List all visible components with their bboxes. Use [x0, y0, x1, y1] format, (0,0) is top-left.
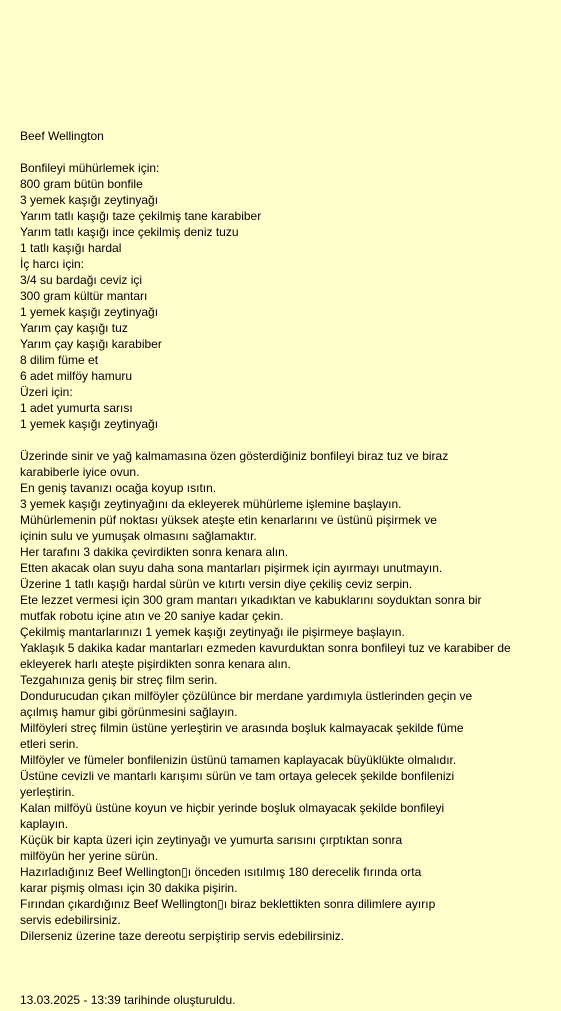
recipe-document [20, 128, 555, 944]
instruction-line: etleri serin. [20, 737, 79, 751]
ingredient-line: 6 adet milföy hamuru [20, 369, 133, 383]
instruction-line: Her tarafını 3 dakika çevirdikten sonra kenara alın. [20, 545, 289, 559]
instruction-line: Çekilmiş mantarlarınızı 1 yemek kaşığı zeytinyağı ile pişirmeye başlayın. [20, 625, 405, 639]
instruction-line: mutfak robotu içine atın ve 20 saniye kadar çekin. [20, 609, 284, 623]
instruction-line: açılmış hamur gibi görünmesini sağlayın. [20, 705, 238, 719]
ingredient-list [20, 160, 555, 432]
ingredient-line: Yarım tatlı kaşığı taze çekilmiş tane karabiber [20, 209, 262, 223]
ingredient-line: İç harcı için: [20, 257, 85, 271]
ingredient-line: 1 tatlı kaşığı hardal [20, 241, 122, 255]
instruction-line: milföyün her yerine sürün. [20, 849, 159, 863]
instruction-list [20, 448, 555, 944]
instruction-line: Fırından çıkardığınız Beef Wellington▯ı biraz beklettikten sonra dilimlere ayırıp [20, 897, 436, 911]
instruction-line: En geniş tavanızı ocağa koyup ısıtın. [20, 481, 217, 495]
instruction-line: Yaklaşık 5 dakika kadar mantarları ezmeden kavurduktan sonra bonfileyi tuz ve karabiber de [20, 641, 511, 655]
instruction-line: servis edebilirsiniz. [20, 913, 121, 927]
ingredient-line: 300 gram kültür mantarı [20, 289, 148, 303]
recipe-title: Beef Wellington [20, 129, 104, 143]
instruction-line: içinin sulu ve yumuşak olmasını sağlamaktır. [20, 529, 257, 543]
instruction-line: karar pişmiş olması için 30 dakika pişirin. [20, 881, 238, 895]
instruction-line: karabiberle iyice ovun. [20, 465, 140, 479]
instruction-line: ekleyerek harlı ateşte pişirdikten sonra kenara alın. [20, 657, 291, 671]
instruction-line: Milföyler ve fümeler bonfilenizin üstünü tamamen kaplayacak büyüklükte olmalıdır. [20, 753, 457, 767]
instruction-line: Dondurucudan çıkan milföyler çözülünce bir merdane yardımıyla üstlerinden geçin ve [20, 689, 473, 703]
instruction-line: Ete lezzet vermesi için 300 gram mantarı yıkadıktan ve kabuklarını soyduktan sonra bir [20, 593, 482, 607]
spacer [20, 144, 555, 160]
instruction-line: Hazırladığınız Beef Wellington▯ı önceden ısıtılmış 180 derecelik fırında orta [20, 865, 422, 879]
instruction-line: yerleştirin. [20, 785, 75, 799]
ingredient-line: Yarım çay kaşığı karabiber [20, 337, 162, 351]
spacer [20, 432, 555, 448]
instruction-line: Mühürlemenin püf noktası yüksek ateşte etin kenarlarını ve üstünü pişirmek ve [20, 513, 437, 527]
ingredient-line: 800 gram bütün bonfile [20, 177, 143, 191]
ingredient-line: Üzeri için: [20, 385, 73, 399]
instruction-line: Dilerseniz üzerine taze dereotu serpiştirip servis edebilirsiniz. [20, 929, 345, 943]
created-timestamp: 13.03.2025 - 13:39 tarihinde oluşturuldu. [20, 993, 236, 1007]
ingredient-line: 1 yemek kaşığı zeytinyağı [20, 305, 159, 319]
instruction-line: Üstüne cevizli ve mantarlı karışımı sürün ve tam ortaya gelecek şekilde bonfilenizi [20, 769, 455, 783]
ingredient-line: Bonfileyi mühürlemek için: [20, 161, 160, 175]
instruction-line: kaplayın. [20, 817, 69, 831]
ingredient-line: 1 yemek kaşığı zeytinyağı [20, 417, 159, 431]
ingredient-line: 3/4 su bardağı ceviz içi [20, 273, 143, 287]
ingredient-line: 8 dilim füme et [20, 353, 99, 367]
instruction-line: Kalan milföyü üstüne koyun ve hiçbir yerinde boşluk olmayacak şekilde bonfileyi [20, 801, 445, 815]
instruction-line: 3 yemek kaşığı zeytinyağını da ekleyerek mühürleme işlemine başlayın. [20, 497, 402, 511]
ingredient-line: 1 adet yumurta sarısı [20, 401, 133, 415]
ingredient-line: Yarım tatlı kaşığı ince çekilmiş deniz tuzu [20, 225, 239, 239]
instruction-line: Tezgahınıza geniş bir streç film serin. [20, 673, 218, 687]
ingredient-line: Yarım çay kaşığı tuz [20, 321, 128, 335]
ingredient-line: 3 yemek kaşığı zeytinyağı [20, 193, 159, 207]
instruction-line: Etten akacak olan suyu daha sona mantarları pişirmek için ayırmayı unutmayın. [20, 561, 443, 575]
instruction-line: Küçük bir kapta üzeri için zeytinyağı ve yumurta sarısını çırptıktan sonra [20, 833, 403, 847]
instruction-line: Üzerine 1 tatlı kaşığı hardal sürün ve kıtırtı versin diye çekiliş ceviz serpin. [20, 577, 413, 591]
instruction-line: Üzerinde sinir ve yağ kalmamasına özen gösterdiğiniz bonfileyi biraz tuz ve biraz [20, 449, 449, 463]
instruction-line: Milföyleri streç filmin üstüne yerleştirin ve arasında boşluk kalmayacak şekilde füme [20, 721, 464, 735]
